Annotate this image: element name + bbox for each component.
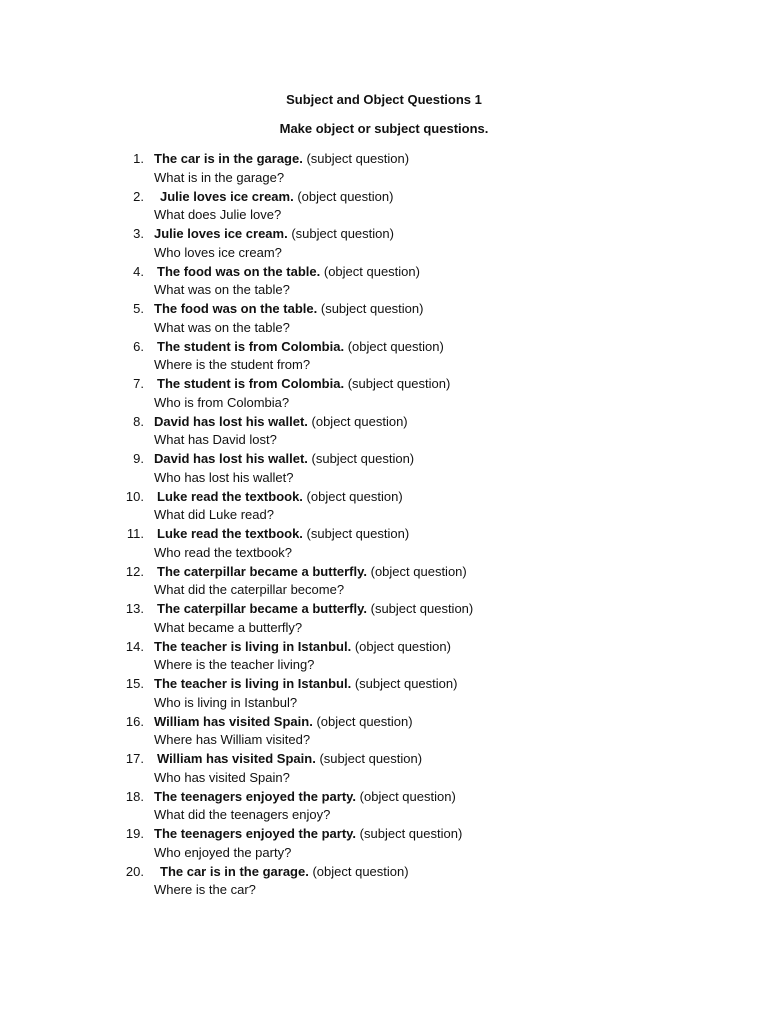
item-type: (object question): [306, 488, 403, 504]
item-answer: Where has William visited?: [154, 732, 311, 748]
list-item: [0, 638, 768, 676]
item-answer: What did the caterpillar become?: [154, 582, 345, 598]
item-number: 13.: [125, 601, 144, 616]
item-prompt-line: [154, 338, 444, 357]
item-number: 6.: [133, 338, 144, 354]
item-type: (object question): [359, 788, 456, 804]
list-item: [0, 675, 768, 713]
item-type: (subject question): [370, 601, 474, 616]
list-item: [0, 450, 768, 488]
item-number: 19.: [125, 826, 144, 841]
item-number: 3.: [133, 226, 144, 241]
item-number: 16.: [125, 713, 144, 729]
item-prompt-line: [154, 600, 473, 619]
item-answer: Who is living in Istanbul?: [154, 694, 298, 710]
item-prompt: The teacher is living in Istanbul.: [154, 676, 352, 691]
list-item: [0, 338, 768, 376]
instructions: Make object or subject questions.: [279, 121, 489, 136]
list-item: [0, 600, 768, 638]
item-type: (object question): [323, 263, 420, 279]
item-prompt-line: [154, 863, 409, 882]
item-prompt-line: [154, 638, 451, 657]
item-prompt-line: [154, 788, 456, 807]
item-number: 1.: [133, 151, 144, 166]
item-answer: Where is the car?: [154, 882, 256, 898]
list-item: [0, 825, 768, 863]
item-type: (subject question): [311, 451, 415, 466]
item-number: 5.: [133, 301, 144, 316]
list-item: [0, 750, 768, 788]
list-item: [0, 413, 768, 451]
item-answer: Who has visited Spain?: [154, 769, 290, 785]
list-item: [0, 225, 768, 263]
item-type: (subject question): [320, 301, 424, 316]
item-type: (object question): [370, 563, 467, 579]
item-prompt: The food was on the table.: [157, 263, 321, 279]
item-prompt: The student is from Colombia.: [157, 376, 345, 391]
item-prompt-line: [154, 563, 467, 582]
item-number: 7.: [133, 376, 144, 391]
item-type: (object question): [311, 413, 408, 429]
item-answer: What was on the table?: [154, 319, 290, 335]
list-item: [0, 788, 768, 826]
item-answer: Who read the textbook?: [154, 544, 293, 560]
list-item: [0, 488, 768, 526]
item-prompt: The caterpillar became a butterfly.: [157, 563, 367, 579]
item-type: (object question): [354, 638, 451, 654]
item-answer: What became a butterfly?: [154, 619, 303, 635]
item-number: 15.: [125, 676, 144, 691]
list-item: [0, 525, 768, 563]
item-prompt: William has visited Spain.: [154, 713, 313, 729]
item-prompt: The car is in the garage.: [154, 151, 303, 166]
item-prompt-line: [154, 375, 450, 394]
page-title: Subject and Object Questions 1: [286, 92, 482, 107]
item-number: 4.: [133, 263, 144, 279]
item-type: (subject question): [291, 226, 394, 241]
list-item: [0, 863, 768, 901]
item-type: (subject question): [347, 376, 451, 391]
item-answer: What did Luke read?: [154, 507, 274, 523]
item-prompt-line: [154, 488, 403, 507]
item-answer: Who loves ice cream?: [154, 244, 282, 260]
item-type: (object question): [316, 713, 413, 729]
item-prompt: Julie loves ice cream.: [154, 226, 288, 241]
item-type: (object question): [297, 188, 394, 204]
item-prompt: The student is from Colombia.: [157, 338, 345, 354]
item-prompt: Luke read the textbook.: [157, 526, 303, 541]
item-prompt: The car is in the garage.: [160, 863, 309, 879]
item-type: (object question): [347, 338, 444, 354]
list-item: [0, 563, 768, 601]
item-number: 2.: [133, 188, 144, 204]
item-prompt: William has visited Spain.: [157, 751, 316, 766]
question-list: [0, 150, 768, 900]
item-prompt-line: [154, 150, 409, 169]
item-prompt-line: [154, 188, 393, 207]
item-prompt: The caterpillar became a butterfly.: [157, 601, 367, 616]
item-prompt: David has lost his wallet.: [154, 451, 308, 466]
item-answer: What does Julie love?: [154, 207, 282, 223]
item-number: 20.: [125, 863, 144, 879]
item-answer: What is in the garage?: [154, 169, 285, 185]
item-answer: What did the teenagers enjoy?: [154, 807, 331, 823]
item-prompt: The teacher is living in Istanbul.: [154, 638, 352, 654]
item-prompt: David has lost his wallet.: [154, 413, 308, 429]
item-prompt-line: [154, 713, 413, 732]
item-number: 17.: [125, 751, 144, 766]
item-prompt-line: [154, 450, 414, 469]
item-type: (subject question): [319, 751, 423, 766]
item-prompt-line: [154, 413, 408, 432]
item-answer: Who is from Colombia?: [154, 394, 290, 410]
item-number: 18.: [125, 788, 144, 804]
item-number: 10.: [125, 488, 144, 504]
item-type: (subject question): [306, 151, 410, 166]
item-prompt-line: [154, 675, 457, 694]
item-answer: Where is the student from?: [154, 357, 311, 373]
item-answer: Where is the teacher living?: [154, 657, 315, 673]
item-number: 11.: [126, 526, 144, 541]
item-type: (subject question): [354, 676, 458, 691]
item-number: 14.: [125, 638, 144, 654]
item-type: (object question): [312, 863, 409, 879]
item-prompt-line: [154, 750, 422, 769]
list-item: [0, 188, 768, 226]
item-answer: What was on the table?: [154, 282, 290, 298]
list-item: [0, 150, 768, 188]
item-prompt-line: [154, 300, 423, 319]
item-answer: Who has lost his wallet?: [154, 469, 294, 485]
item-prompt-line: [154, 825, 462, 844]
item-answer: What has David lost?: [154, 432, 277, 448]
item-answer: Who enjoyed the party?: [154, 844, 292, 860]
item-prompt: The teenagers enjoyed the party.: [154, 826, 357, 841]
item-prompt-line: [154, 263, 420, 282]
item-prompt: The teenagers enjoyed the party.: [154, 788, 357, 804]
item-prompt: The food was on the table.: [154, 301, 318, 316]
item-prompt: Julie loves ice cream.: [160, 188, 294, 204]
item-prompt-line: [154, 225, 394, 244]
list-item: [0, 263, 768, 301]
item-number: 8.: [133, 413, 144, 429]
item-number: 9.: [133, 451, 144, 466]
item-type: (subject question): [359, 826, 463, 841]
list-item: [0, 713, 768, 751]
item-number: 12.: [125, 563, 144, 579]
item-type: (subject question): [306, 526, 410, 541]
item-prompt: Luke read the textbook.: [157, 488, 303, 504]
item-prompt-line: [154, 525, 409, 544]
list-item: [0, 375, 768, 413]
list-item: [0, 300, 768, 338]
